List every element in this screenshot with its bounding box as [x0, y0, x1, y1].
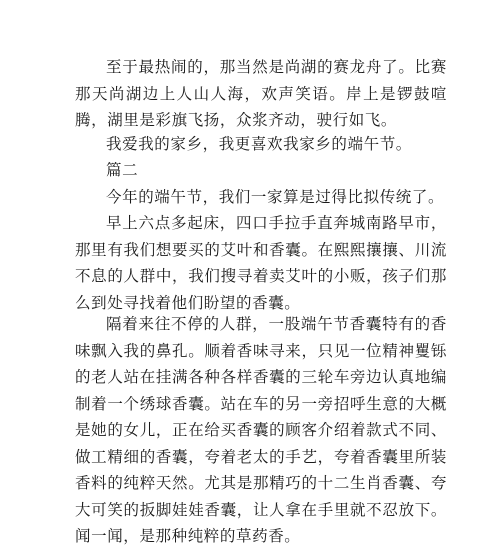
paragraph-sachet-vendor: 隔着来往不停的人群，一股端午节香囊特有的香味飘入我的鼻孔。顺着香味寻来，只见一位精神矍铄的老人站在挂满各种各样香囊的三轮车旁边认真地编制着一个绣球香囊。站在车的另一旁招呼生意的大概是她的女儿，正在给买香囊的顾客介绍着款式不同、做工精细的香囊，夸着老太的手艺，夸着香囊里所装香料的纯粹天然。尤其是那精巧的十二生肖香囊、夸大可笑的扳脚娃娃香囊，让人拿在手里就不忍放下。闻一闻，是那种纯粹的草药香。	[75, 315, 447, 545]
paragraph-this-year: 今年的端午节，我们一家算是过得比拟传统了。	[106, 188, 445, 206]
section-heading-part-two: 篇二	[106, 161, 139, 179]
paragraph-love-hometown: 我爱我的家乡，我更喜欢我家乡的端午节。	[106, 135, 412, 153]
paragraph-dragon-boat: 至于最热闹的，那当然是尚湖的赛龙舟了。比赛那天尚湖边上人山人海，欢声笑语。岸上是锣鼓喧腾，湖里是彩旗飞扬，众浆齐动，驶行如飞。	[75, 58, 447, 129]
paragraph-morning-market: 早上六点多起床，四口手拉手直奔城南路早市，那里有我们想要买的艾叶和香囊。在熙熙攘攘、川流不息的人群中，我们搜寻着卖艾叶的小贩，孩子们那么到处寻找着他们盼望的香囊。	[75, 214, 447, 312]
